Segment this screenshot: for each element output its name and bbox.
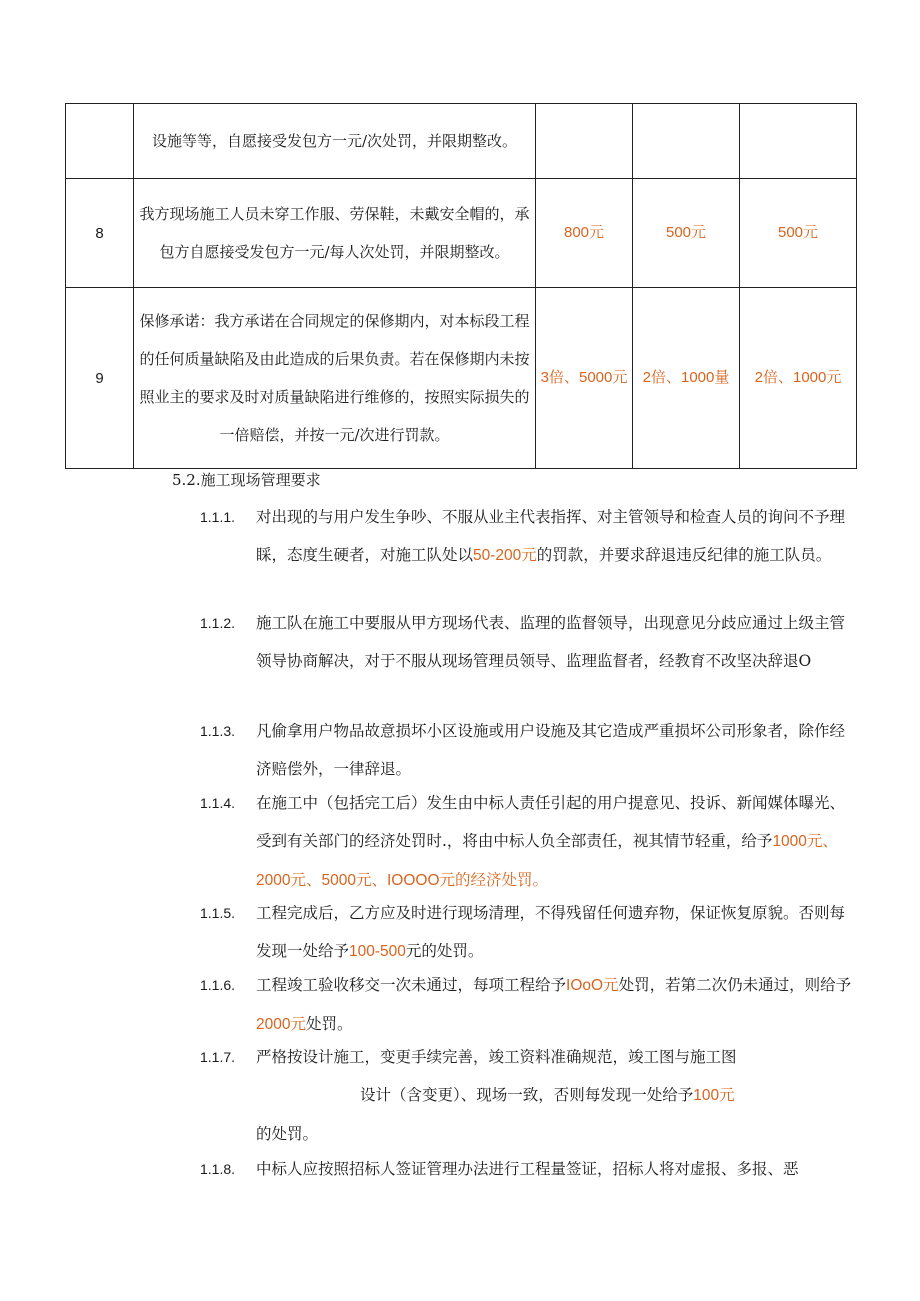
item-number: 1.1.6. — [200, 977, 236, 993]
item-highlight: 100元 — [693, 1087, 735, 1104]
section-title: 5.2.施工现场管理要求 — [172, 471, 321, 489]
item-highlight: 50-200元 — [473, 547, 537, 564]
item-number: 1.1.8. — [200, 1161, 236, 1177]
item-text: 凡偷拿用户物品故意损坏小区设施或用户设施及其它造成严重损坏公司形象者，除作经济赔偿外，一律辞退。 — [256, 722, 846, 778]
row-description: 保修承诺：我方承诺在合同规定的保修期内，对本标段工程的任何质量缺陷及由此造成的后果负责。若在保修期内未按照业主的要求及时对质量缺陷进行维修的，按照实际损失的一倍赔偿，并按一元/次进行罚款。 — [134, 288, 536, 469]
list-item — [200, 712, 860, 788]
item-text: 对出现的与用户发生争吵、不服从业主代表指挥、对主管领导和检查人员的询问不予理睬，态度生硬者，对施工队处以 — [256, 508, 846, 564]
item-highlight: 100-500 — [349, 943, 406, 960]
item-number: 1.1.2. — [200, 615, 236, 631]
list-item — [200, 604, 860, 680]
item-text-tail: 处罚。 — [305, 1015, 353, 1033]
item-text-line-2: 设计（含变更）、现场一致，否则每发现一处给予 — [360, 1086, 694, 1104]
row-number — [66, 104, 134, 179]
row-value-3 — [740, 104, 857, 179]
row-value-2: 2倍、1000量 — [633, 288, 740, 469]
table-row — [66, 104, 857, 179]
row-description: 设施等等，自愿接受发包方一元/次处罚，并限期整改。 — [134, 104, 536, 179]
item-text-line-1: 严格按设计施工，变更手续完善，竣工资料准确规范，竣工图与施工图 — [256, 1048, 737, 1066]
row-value-3: 500元 — [740, 179, 857, 288]
row-value-2: 500元 — [633, 179, 740, 288]
list-item — [200, 1038, 860, 1153]
list-item — [200, 498, 860, 575]
item-text-tail: 的罚款，并要求辞退违反纪律的施工队员。 — [536, 546, 832, 564]
list-item — [200, 966, 860, 1044]
item-number: 1.1.4. — [200, 795, 236, 811]
list-item — [200, 784, 860, 900]
penalty-table — [65, 103, 857, 469]
item-number: 1.1.5. — [200, 905, 236, 921]
row-value-2 — [633, 104, 740, 179]
list-item — [200, 1150, 860, 1188]
item-highlight: 1000元、2000元、5000元、IOOOO元的经济处罚。 — [256, 833, 838, 889]
item-text-tail: 元的处罚。 — [405, 942, 484, 960]
item-text-mid: 处罚，若第二次仍未通过，则给予 — [618, 976, 852, 994]
item-text: 施工队在施工中要服从甲方现场代表、监理的监督领导，出现意见分歧应通过上级主管领导协商解决，对于不服从现场管理员领导、监理监督者，经教育不改坚决辞退O — [256, 614, 846, 670]
row-value-1: 3倍、5000元 — [536, 288, 633, 469]
row-value-1 — [536, 104, 633, 179]
table-row — [66, 288, 857, 469]
row-value-1: 800元 — [536, 179, 633, 288]
item-number: 1.1.7. — [200, 1049, 236, 1065]
item-text: 工程竣工验收移交一次未通过，每项工程给予 — [256, 976, 567, 994]
item-text: 在施工中（包括完工后）发生由中标人责任引起的用户提意见、投诉、新闻媒体曝光、受到有关部门的经济处罚时.，将由中标人负全部责任，视其情节轻重，给予 — [256, 794, 846, 850]
item-highlight: IOoO元 — [566, 977, 619, 994]
row-description: 我方现场施工人员未穿工作服、劳保鞋，未戴安全帽的，承包方自愿接受发包方一元/每人次处罚，并限期整改。 — [134, 179, 536, 288]
item-text: 工程完成后，乙方应及时进行现场清理，不得残留任何遗弃物，保证恢复原貌。否则每发现一处给予 — [256, 904, 846, 960]
item-number: 1.1.3. — [200, 723, 236, 739]
row-value-3: 2倍、1000元 — [740, 288, 857, 469]
table-row — [66, 179, 857, 288]
list-item — [200, 894, 860, 971]
row-number: 9 — [66, 288, 134, 469]
item-number: 1.1.1. — [200, 509, 236, 525]
item-highlight-2: 2000元 — [256, 1016, 306, 1033]
item-text-line-3: 的处罚。 — [256, 1125, 319, 1143]
row-number: 8 — [66, 179, 134, 288]
item-text: 中标人应按照招标人签证管理办法进行工程量签证，招标人将对虚报、多报、恶 — [256, 1160, 799, 1178]
